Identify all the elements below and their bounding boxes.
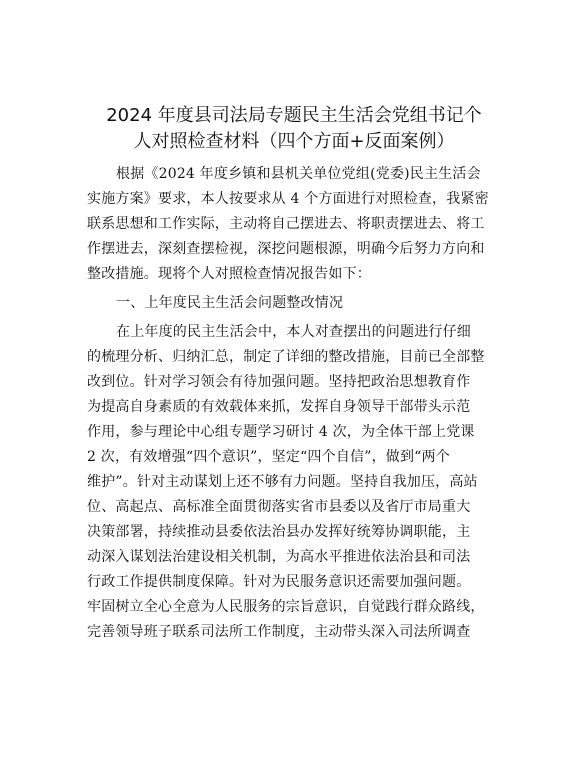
section-paragraph: [87, 320, 501, 645]
document-body: [87, 162, 501, 645]
section-line-1: 在上年度的民主生活会中，本人对查摆出的问题进行仔细: [116, 324, 471, 340]
section-line-2: 的梳理分析、归纳汇总，制定了详细的整改措施，目前已全部整: [87, 349, 485, 365]
section-line-6: 2 次，有效增强“四个意识”，坚定“四个自信”，做到“两个: [87, 449, 450, 465]
section-line-12: 牢固树立全心全意为人民服务的宗旨意识，自觉践行群众路线，: [87, 599, 485, 615]
section-line-7: 维护”。针对主动谋划上还不够有力问题。坚持自我加压，高站: [87, 474, 478, 490]
intro-line-2: 实施方案》要求，本人按要求从 4 个方面进行对照检查，我紧密: [87, 191, 489, 207]
intro-line-5: 整改措施。现将个人对照检查情况报告如下：: [87, 266, 371, 282]
section-line-11: 行政工作提供制度保障。针对为民服务意识还需要加强问题。: [87, 574, 471, 590]
section-line-13: 完善领导班子联系司法所工作制度，主动带头深入司法所调查: [87, 624, 471, 640]
title-line-1: 2024 年度县司法局专题民主生活会党组书记个: [106, 105, 482, 126]
section-line-8: 位、高起点、高标准全面贯彻落实省市县委以及省厅市局重大: [87, 499, 471, 515]
intro-line-4: 作摆进去，深刻查摆检视，深挖问题根源，明确今后努力方向和: [87, 241, 485, 257]
intro-line-3: 联系思想和工作实际，主动将自己摆进去、将职责摆进去、将工: [87, 216, 485, 232]
section-line-4: 为提高自身素质的有效载体来抓，发挥自身领导干部带头示范: [87, 399, 471, 415]
section-line-10: 动深入谋划法治建设相关机制，为高水平推进依法治县和司法: [87, 549, 471, 565]
title-line-2: 人对照检查材料（四个方面+反面案例）: [133, 131, 455, 152]
section-line-3: 改到位。针对学习领会有待加强问题。坚持把政治思想教育作: [87, 374, 471, 390]
section-heading: 一、上年度民主生活会问题整改情况: [116, 295, 344, 311]
intro-paragraph: [87, 162, 501, 287]
intro-line-1: 根据《2024 年度乡镇和县机关单位党组(党委)民主生活会: [116, 166, 481, 182]
section-line-5: 作用，参与理论中心组专题学习研讨 4 次，为全体干部上党课: [87, 424, 475, 440]
section-line-9: 决策部署，持续推动县委依法治县办发挥好统筹协调职能，主: [87, 524, 471, 540]
document-title: [86, 103, 502, 155]
